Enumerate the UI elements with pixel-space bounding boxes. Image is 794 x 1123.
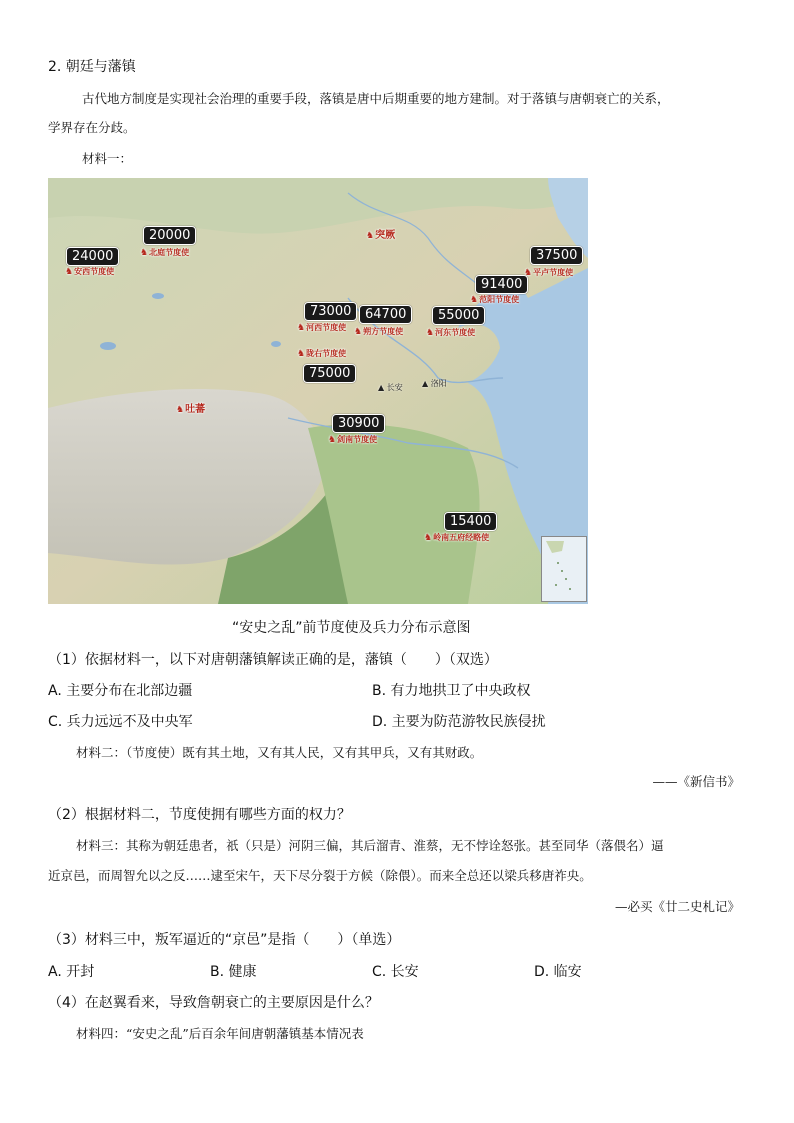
material3-line-2: 近京邑，而周智允以之反……逮至宋午，天下尽分裂于方候（除偎）。而来全总还以梁兵移唐祚央。	[48, 868, 592, 883]
label-shuofang: ♞朔方节度使	[354, 327, 404, 337]
intro-line-2: 学界存在分歧。	[48, 120, 136, 135]
label-lingnan: ♞岭南五府经略使	[424, 533, 490, 543]
q1-option-c[interactable]: C. 兵力远远不及中央军	[48, 714, 193, 730]
q1-option-d[interactable]: D. 主要为防范游牧民族侵扰	[372, 714, 546, 730]
label-fanyang: ♞范阳节度使	[470, 295, 520, 305]
place-tujue: ♞突厥	[366, 230, 396, 241]
city-icon: ▲	[378, 383, 387, 392]
troop-count-badge-pinglu: 37500	[530, 246, 583, 265]
troop-count-badge-hexi: 73000	[304, 302, 357, 321]
troop-count-badge-jiannan: 30900	[332, 414, 385, 433]
material3-source: —必买《廿二史札记》	[614, 899, 740, 914]
q1-stem: （1）依据材料一，以下对唐朝藩镇解读正确的是，藩镇（ ）（双选）	[48, 652, 498, 668]
q3-option-c[interactable]: C. 长安	[372, 964, 419, 980]
south-china-sea-inset	[541, 536, 587, 602]
q3-option-a[interactable]: A. 开封	[48, 964, 95, 980]
camel-icon: ♞	[65, 267, 74, 277]
troop-count-badge-shuofang: 64700	[359, 305, 412, 324]
q3-option-b[interactable]: B. 健康	[210, 964, 257, 980]
troop-count-badge-fanyang: 91400	[475, 275, 528, 294]
label-anxi: ♞安西节度使	[65, 267, 115, 277]
material2-source: ——《新信书》	[652, 774, 740, 789]
inset-map	[542, 537, 586, 601]
camel-icon: ♞	[140, 248, 149, 258]
camel-icon: ♞	[524, 268, 533, 278]
tang-fanzhen-map	[48, 178, 588, 604]
map-terrain	[48, 178, 588, 604]
label-beiting: ♞北庭节度使	[140, 248, 190, 258]
q3-option-d[interactable]: D. 临安	[534, 964, 582, 980]
troop-count-badge-beiting: 20000	[143, 226, 196, 245]
camel-icon: ♞	[366, 231, 375, 241]
camel-icon: ♞	[426, 328, 435, 338]
material3-line-1: 材料三：其称为朝廷患者，祇（只是）河阴三偏，其后溜青、淮蔡，无不悖诠怒张。甚至同华（落偎名）逼	[76, 838, 664, 853]
troop-count-badge-anxi: 24000	[66, 247, 119, 266]
q4-stem: （4）在赵翼看来，导致詹朝衰亡的主要原因是什么？	[48, 995, 379, 1011]
intro-line-1: 古代地方制度是实现社会治理的重要手段，落镇是唐中后期重要的地方建制。对于落镇与唐朝衰亡的关系，	[82, 91, 670, 106]
q3-stem: （3）材料三中，叛军逼近的“京邑”是指（ ）（单选）	[48, 932, 401, 948]
question-title: 2. 朝廷与藩镇	[48, 59, 136, 75]
material1-label: 材料一：	[82, 151, 133, 166]
label-pinglu: ♞平卢节度使	[524, 268, 574, 278]
camel-icon: ♞	[424, 533, 433, 543]
place-tubo: ♞吐蕃	[176, 404, 206, 415]
camel-icon: ♞	[354, 327, 363, 337]
camel-icon: ♞	[297, 349, 306, 359]
camel-icon: ♞	[328, 435, 337, 445]
troop-count-badge-longyou: 75000	[303, 364, 356, 383]
q2-stem: （2）根据材料二，节度使拥有哪些方面的权力？	[48, 807, 351, 823]
city-changan: ▲ 长安	[378, 383, 403, 392]
q1-option-b[interactable]: B. 有力地拱卫了中央政权	[372, 683, 531, 699]
city-icon: ▲	[422, 379, 431, 388]
q1-option-a[interactable]: A. 主要分布在北部边疆	[48, 683, 193, 699]
material2-text: 材料二：（节度使）既有其土地，又有其人民，又有其甲兵，又有其财政。	[76, 745, 483, 760]
camel-icon: ♞	[297, 323, 306, 333]
camel-icon: ♞	[470, 295, 479, 305]
map-caption: “安史之乱”前节度使及兵力分布示意图	[232, 620, 471, 636]
label-longyou: ♞陇右节度使	[297, 349, 347, 359]
troop-count-badge-lingnan: 15400	[444, 512, 497, 531]
label-hexi: ♞河西节度使	[297, 323, 347, 333]
label-hedong: ♞河东节度使	[426, 328, 476, 338]
camel-icon: ♞	[176, 405, 185, 415]
troop-count-badge-hedong: 55000	[432, 306, 485, 325]
material4-text: 材料四：“安史之乱”后百余年间唐朝藩镇基本情况表	[76, 1026, 364, 1041]
city-luoyang: ▲ 洛阳	[422, 379, 447, 388]
label-jiannan: ♞剑南节度使	[328, 435, 378, 445]
